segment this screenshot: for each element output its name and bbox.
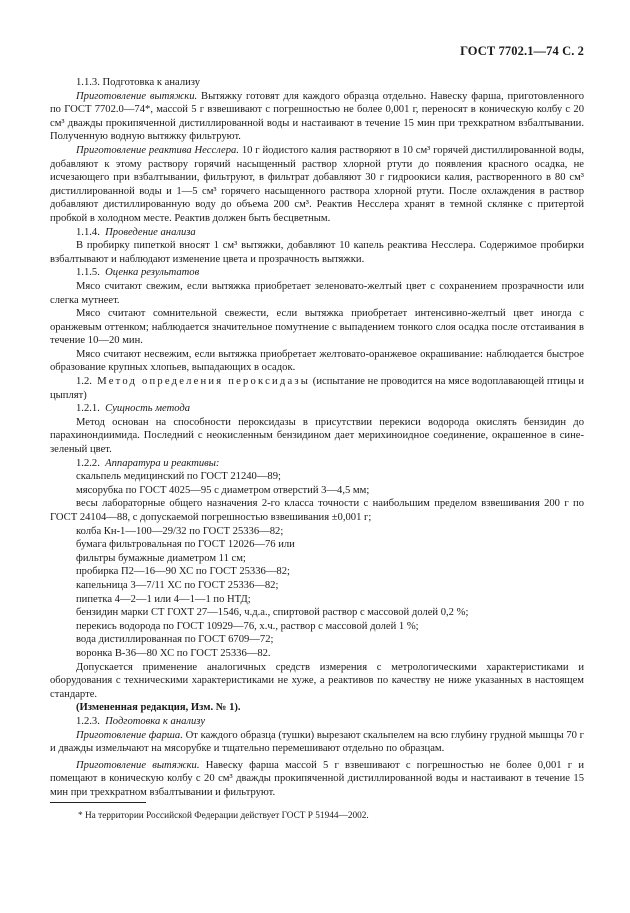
list-item: фильтры бумажные диаметром 11 см;: [76, 552, 246, 564]
section-number: 1.2.3.: [76, 715, 100, 727]
section-number: 1.2.1.: [76, 403, 100, 415]
list-item: перекись водорода по ГОСТ 10929—76, х.ч., раствор с массовой долей 1 %;: [76, 620, 419, 632]
paragraph-substitutes: Допускается применение аналогичных средств измерения с метрологическими характеристиками и оборудования с техническими характеристиками не хуже, а реактивов по качеству не ниже указанных в настоящем стандарте.: [50, 661, 584, 700]
paragraph-mince-prep: [50, 729, 584, 756]
section-1-1-3-heading: 1.1.3. Подготовка к анализу: [76, 77, 201, 88]
list-item: пипетка 4—2—1 или 4—1—1 по НТД;: [76, 593, 251, 605]
section-1-2-3-heading: [50, 715, 584, 729]
section-1-2-2-heading: [50, 457, 584, 471]
paragraph-text: От каждого образца (тушки) вырезают скальпелем на всю глубину грудной мышцы 70 г и дважды измельчают на мясорубке и тщательно перемешивают отдельно по образцам.: [50, 729, 585, 755]
paragraph-nessler-prep: [50, 144, 584, 226]
section-1-2-heading: [50, 375, 584, 402]
section-title: Подготовка к анализу: [105, 715, 206, 727]
paragraph-label: Приготовление фарша.: [76, 729, 183, 741]
list-item: вода дистиллированная по ГОСТ 6709—72;: [76, 634, 274, 646]
paragraph-doubtful: Мясо считают сомнительной свежести, если вытяжка приобретает интенсивно-желтый цвет иногда с оранжевым оттенком; наблюдается значительное помутнение с выпадением тонкого слоя осадка после отстаивания в течение 10—20 мин.: [50, 308, 584, 347]
list-item: скальпель медицинский по ГОСТ 21240—89;: [76, 471, 281, 483]
list-item: мясорубка по ГОСТ 4025—95 с диаметром отверстий 3—4,5 мм;: [76, 484, 370, 496]
list-item: колба Кн-1—100—29/32 по ГОСТ 25336—82;: [76, 525, 284, 537]
section-1-1-4-heading: [50, 226, 584, 240]
section-title: Оценка результатов: [105, 267, 200, 279]
document-body: [50, 76, 584, 799]
section-number: 1.1.5.: [76, 267, 100, 279]
section-1-1-5-heading: [50, 266, 584, 280]
section-title: Сущность метода: [105, 403, 191, 415]
list-item: капельница 3—7/11 ХС по ГОСТ 25336—82;: [76, 579, 279, 591]
paragraph-fresh: Мясо считают свежим, если вытяжка приобретает зеленовато-желтый цвет с сохранением прозрачности или слегка мутнеет.: [50, 280, 584, 306]
paragraph-method-basis: Метод основан на способности пероксидазы в присутствии перекиси водорода окислять бензидин до парахинондиимида. Последний с неокисленным бензидином дает мерихиноидное соединение, окрашенное в сине-зеленый цвет.: [50, 416, 584, 456]
paragraph-stale: Мясо считают несвежим, если вытяжка приобретает желтовато-оранжевое окрашивание: наблюдается быстрое образование крупных хлопьев, выпадающих в осадок.: [50, 348, 584, 374]
paragraph-extract-prep-2: [50, 759, 584, 800]
section-number: 1.2.2.: [76, 457, 100, 469]
list-item: пробирка П2—16—90 ХС по ГОСТ 25336—82;: [76, 566, 290, 578]
section-subtitle: (испытание не проводится на мясе водоплавающей птицы и цыплят): [50, 376, 585, 401]
page-header: ГОСТ 7702.1—74 С. 2: [460, 44, 584, 58]
paragraph-analysis: В пробирку пипеткой вносят 1 см³ вытяжки, добавляют 10 капель реактива Несслера. Содержимое пробирки взбалтывают и наблюдают изменение цвета и прозрачность вытяжки.: [50, 240, 584, 265]
section-number: 1.1.4.: [76, 226, 100, 238]
footnote-divider: [50, 802, 146, 803]
paragraph-text: 10 г йодистого калия растворяют в 10 см³ горячей дистиллированной воды, добавляют к этому раствору горячий насыщенный раствор хлорной ртути до появления красного осадка, не исчезающего при взбалтывании, фильтруют, в фильтрат добавляют 30 г гидроокиси калия, растворенного в 80 см³ дистиллированной воды и 1—5 см³ горячего насыщенного раствора хлорной ртути. После охлаждения в раствор добавляют дистиллированную воду до объема 200 см³. Реактив Несслера хранят в темной склянке с притертой пробкой в холодном месте. Реактив должен быть бесцветным.: [50, 144, 585, 224]
paragraph-label: Приготовление вытяжки.: [76, 759, 200, 771]
list-item: весы лабораторные общего назначения 2-го класса точности с наибольшим пределом взвешивания 200 г по ГОСТ 24104—88, с допускаемой погрешностью взвешивания ±0,001 г;: [50, 498, 584, 523]
paragraph-text: Вытяжку готовят для каждого образца отдельно. Навеску фарша, приготовленного по ГОСТ 7702.0—74*, массой 5 г взвешивают с погрешностью не более 0,001 г, переносят в коническую колбу с 20 см³ дважды прокипяченной дистиллированной воды и настаивают в течение 15 мин при трехкратном взбалтывании. Полученную водную вытяжку фильтруют.: [50, 90, 584, 143]
section-title: Проведение анализа: [105, 226, 196, 238]
list-item: бензидин марки СТ ГОХТ 27—1546, ч.д.а., спиртовой раствор с массовой долей 0,2 %;: [76, 607, 469, 619]
section-title: Метод определения пероксидазы: [97, 376, 311, 388]
list-item: воронка В-36—80 ХС по ГОСТ 25336—82.: [76, 647, 271, 659]
footnote: * На территории Российской Федерации действует ГОСТ Р 51944—2002.: [78, 811, 369, 821]
section-1-2-1-heading: [50, 402, 584, 416]
list-item: бумага фильтровальная по ГОСТ 12026—76 или: [76, 539, 295, 551]
paragraph-text: Навеску фарша массой 5 г взвешивают с погрешностью не более 0,001 г и помещают в коническую колбу с 20 см³ дважды прокипяченной дистиллированной воды и настаивают в течение 15 мин при трехкратном взбалтывании и фильтруют.: [50, 759, 584, 798]
section-number: 1.2.: [76, 376, 92, 388]
paragraph-label: Приготовление вытяжки.: [76, 90, 198, 102]
section-title: Аппаратура и реактивы:: [105, 457, 220, 469]
equipment-list: [50, 470, 584, 660]
paragraph-extract-prep: [50, 90, 584, 144]
paragraph-label: Приготовление реактива Несслера.: [76, 144, 239, 156]
amendment-note: (Измененная редакция, Изм. № 1).: [76, 702, 241, 714]
